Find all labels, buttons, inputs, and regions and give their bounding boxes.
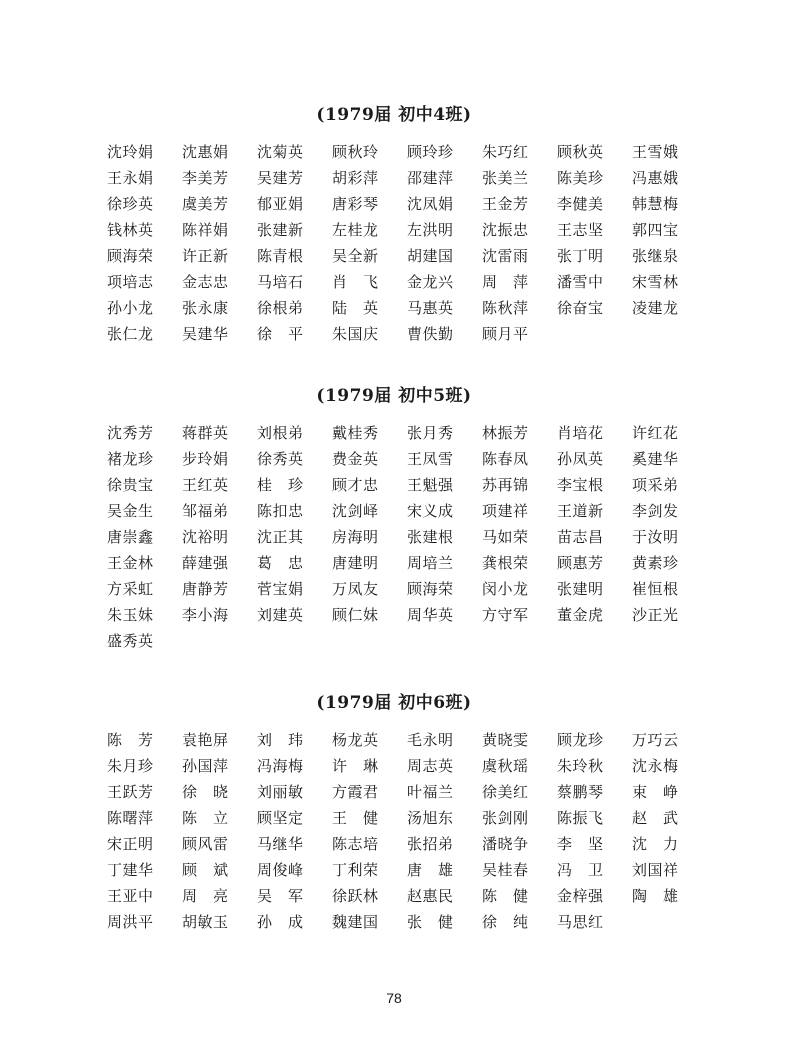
student-name: 孙凤英 xyxy=(557,450,603,468)
student-name: 马继华 xyxy=(257,835,303,853)
student-name: 曹佚勤 xyxy=(407,325,453,343)
student-name: 顾仁妹 xyxy=(332,606,378,624)
student-name: 沈凤娟 xyxy=(407,195,453,213)
student-name: 唐 雄 xyxy=(407,861,453,879)
student-name: 张招弟 xyxy=(407,835,453,853)
student-name: 袁艳屏 xyxy=(182,731,228,749)
student-name: 蔡鹏琴 xyxy=(557,783,603,801)
student-name: 菅宝娟 xyxy=(257,580,303,598)
student-name: 虞美芳 xyxy=(182,195,228,213)
student-name: 马培石 xyxy=(257,273,303,291)
student-name: 唐静芳 xyxy=(182,580,228,598)
student-name: 宋义成 xyxy=(407,502,453,520)
student-name: 吴金生 xyxy=(107,502,153,520)
student-name: 周华英 xyxy=(407,606,453,624)
student-name: 徐跃林 xyxy=(332,887,378,905)
student-name: 赵惠民 xyxy=(407,887,453,905)
student-name: 胡建国 xyxy=(407,247,453,265)
student-name: 陶 雄 xyxy=(632,887,678,905)
student-name: 虞秋瑶 xyxy=(482,757,528,775)
student-name: 唐崇鑫 xyxy=(107,528,153,546)
student-name: 沈裕明 xyxy=(182,528,228,546)
student-name: 张继泉 xyxy=(632,247,678,265)
student-name: 盛秀英 xyxy=(107,632,153,650)
student-name: 许正新 xyxy=(182,247,228,265)
student-name: 陈秋萍 xyxy=(482,299,528,317)
student-name: 李健美 xyxy=(557,195,603,213)
student-name: 朱玉妹 xyxy=(107,606,153,624)
student-name: 王凤雪 xyxy=(407,450,453,468)
student-name: 邹福弟 xyxy=(182,502,228,520)
student-name: 凌建龙 xyxy=(632,299,678,317)
student-name: 徐秀英 xyxy=(257,450,303,468)
student-name: 王红英 xyxy=(182,476,228,494)
name-list-class-4 xyxy=(107,139,707,347)
student-name: 沙正光 xyxy=(632,606,678,624)
student-name: 黄晓雯 xyxy=(482,731,528,749)
student-name: 吴桂春 xyxy=(482,861,528,879)
student-name: 吴全新 xyxy=(332,247,378,265)
student-name: 徐珍英 xyxy=(107,195,153,213)
student-name: 沈永梅 xyxy=(632,757,678,775)
student-name: 陈振飞 xyxy=(557,809,603,827)
student-name: 沈秀芳 xyxy=(107,424,153,442)
student-name: 李宝根 xyxy=(557,476,603,494)
student-name: 郭四宝 xyxy=(632,221,678,239)
section-title-class-6: (1979届 初中6班) xyxy=(316,693,472,713)
student-name: 陈扣忠 xyxy=(257,502,303,520)
student-name: 左洪明 xyxy=(407,221,453,239)
student-name: 张建根 xyxy=(407,528,453,546)
student-name: 王雪娥 xyxy=(632,143,678,161)
student-name: 沈惠娟 xyxy=(182,143,228,161)
student-name: 顾海荣 xyxy=(407,580,453,598)
name-list-class-5 xyxy=(107,420,707,654)
student-name: 韩慧梅 xyxy=(632,195,678,213)
student-name: 陈春凤 xyxy=(482,450,528,468)
student-name: 项采弟 xyxy=(632,476,678,494)
student-name: 费金英 xyxy=(332,450,378,468)
student-name: 陈曙萍 xyxy=(107,809,153,827)
student-name: 顾月平 xyxy=(482,325,528,343)
student-name: 朱巧红 xyxy=(482,143,528,161)
student-name: 徐 纯 xyxy=(482,913,528,931)
student-name: 毛永明 xyxy=(407,731,453,749)
student-name: 王金芳 xyxy=(482,195,528,213)
student-name: 沈玲娟 xyxy=(107,143,153,161)
student-name: 于汝明 xyxy=(632,528,678,546)
student-name: 胡彩萍 xyxy=(332,169,378,187)
student-name: 李美芳 xyxy=(182,169,228,187)
student-name: 陈志培 xyxy=(332,835,378,853)
student-name: 闵小龙 xyxy=(482,580,528,598)
student-name: 顾龙珍 xyxy=(557,731,603,749)
student-name: 刘建英 xyxy=(257,606,303,624)
student-name: 宋雪林 xyxy=(632,273,678,291)
student-name: 唐彩琴 xyxy=(332,195,378,213)
student-name: 沈正其 xyxy=(257,528,303,546)
student-name: 刘国祥 xyxy=(632,861,678,879)
student-name: 王金林 xyxy=(107,554,153,572)
student-name: 马如荣 xyxy=(482,528,528,546)
student-name: 马思红 xyxy=(557,913,603,931)
student-name: 金志忠 xyxy=(182,273,228,291)
student-name: 张建明 xyxy=(557,580,603,598)
student-name: 顾才忠 xyxy=(332,476,378,494)
student-name: 徐美红 xyxy=(482,783,528,801)
student-name: 王永娟 xyxy=(107,169,153,187)
student-name: 戴桂秀 xyxy=(332,424,378,442)
student-name: 冯 卫 xyxy=(557,861,603,879)
student-name: 桂 珍 xyxy=(257,476,303,494)
student-name: 郁亚娟 xyxy=(257,195,303,213)
student-name: 葛 忠 xyxy=(257,554,303,572)
student-name: 钱林英 xyxy=(107,221,153,239)
student-name: 金梓强 xyxy=(557,887,603,905)
student-name: 步玲娟 xyxy=(182,450,228,468)
student-name: 张月秀 xyxy=(407,424,453,442)
student-name: 束 峥 xyxy=(632,783,678,801)
student-name: 陈 健 xyxy=(482,887,528,905)
student-name: 沈雷雨 xyxy=(482,247,528,265)
student-name: 顾 斌 xyxy=(182,861,228,879)
student-name: 方守军 xyxy=(482,606,528,624)
student-name: 项培志 xyxy=(107,273,153,291)
student-name: 朱国庆 xyxy=(332,325,378,343)
student-name: 顾风雷 xyxy=(182,835,228,853)
student-name: 陈 立 xyxy=(182,809,228,827)
student-name: 苗志昌 xyxy=(557,528,603,546)
student-name: 张 健 xyxy=(407,913,453,931)
student-name: 蒋群英 xyxy=(182,424,228,442)
section-title-class-4: (1979届 初中4班) xyxy=(316,105,472,125)
student-name: 苏再锦 xyxy=(482,476,528,494)
student-name: 刘根弟 xyxy=(257,424,303,442)
student-name: 王 健 xyxy=(332,809,378,827)
student-name: 周洪平 xyxy=(107,913,153,931)
student-name: 丁利荣 xyxy=(332,861,378,879)
student-name: 顾海荣 xyxy=(107,247,153,265)
student-name: 万凤友 xyxy=(332,580,378,598)
student-name: 丁建华 xyxy=(107,861,153,879)
student-name: 崔恒根 xyxy=(632,580,678,598)
student-name: 叶福兰 xyxy=(407,783,453,801)
student-name: 许 琳 xyxy=(332,757,378,775)
student-name: 徐贵宝 xyxy=(107,476,153,494)
student-name: 沈剑峄 xyxy=(332,502,378,520)
student-name: 龚根荣 xyxy=(482,554,528,572)
student-name: 徐 平 xyxy=(257,325,303,343)
student-name: 赵 武 xyxy=(632,809,678,827)
student-name: 王道新 xyxy=(557,502,603,520)
student-name: 黄素珍 xyxy=(632,554,678,572)
student-name: 奚建华 xyxy=(632,450,678,468)
student-name: 魏建国 xyxy=(332,913,378,931)
student-name: 董金虎 xyxy=(557,606,603,624)
student-name: 周 亮 xyxy=(182,887,228,905)
student-name: 周志英 xyxy=(407,757,453,775)
student-name: 周 萍 xyxy=(482,273,528,291)
student-name: 肖培花 xyxy=(557,424,603,442)
student-name: 孙国萍 xyxy=(182,757,228,775)
student-name: 陈青根 xyxy=(257,247,303,265)
student-name: 刘丽敏 xyxy=(257,783,303,801)
student-name: 周培兰 xyxy=(407,554,453,572)
student-name: 冯惠娥 xyxy=(632,169,678,187)
student-name: 刘 玮 xyxy=(257,731,303,749)
student-name: 宋正明 xyxy=(107,835,153,853)
student-name: 汤旭东 xyxy=(407,809,453,827)
student-name: 唐建明 xyxy=(332,554,378,572)
section-title-class-5: (1979届 初中5班) xyxy=(316,386,472,406)
student-name: 陈祥娟 xyxy=(182,221,228,239)
student-name: 潘雪中 xyxy=(557,273,603,291)
student-name: 冯海梅 xyxy=(257,757,303,775)
student-name: 沈 力 xyxy=(632,835,678,853)
student-name: 孙 成 xyxy=(257,913,303,931)
student-name: 徐 晓 xyxy=(182,783,228,801)
student-name: 王跃芳 xyxy=(107,783,153,801)
student-name: 朱月珍 xyxy=(107,757,153,775)
student-name: 林振芳 xyxy=(482,424,528,442)
student-name: 房海明 xyxy=(332,528,378,546)
student-name: 张永康 xyxy=(182,299,228,317)
student-name: 李 坚 xyxy=(557,835,603,853)
student-name: 李剑发 xyxy=(632,502,678,520)
student-name: 顾坚定 xyxy=(257,809,303,827)
student-name: 薛建强 xyxy=(182,554,228,572)
student-name: 顾惠芳 xyxy=(557,554,603,572)
student-name: 陈 芳 xyxy=(107,731,153,749)
student-name: 沈菊英 xyxy=(257,143,303,161)
student-name: 顾秋英 xyxy=(557,143,603,161)
student-name: 周俊峰 xyxy=(257,861,303,879)
student-name: 万巧云 xyxy=(632,731,678,749)
student-name: 潘晓争 xyxy=(482,835,528,853)
student-name: 沈振忠 xyxy=(482,221,528,239)
student-name: 王魁强 xyxy=(407,476,453,494)
student-name: 王亚中 xyxy=(107,887,153,905)
student-name: 项建祥 xyxy=(482,502,528,520)
student-name: 胡敏玉 xyxy=(182,913,228,931)
student-name: 王志坚 xyxy=(557,221,603,239)
student-name: 陈美珍 xyxy=(557,169,603,187)
student-name: 吴建华 xyxy=(182,325,228,343)
student-name: 金龙兴 xyxy=(407,273,453,291)
student-name: 吴 军 xyxy=(257,887,303,905)
student-name: 肖 飞 xyxy=(332,273,378,291)
student-name: 方采虹 xyxy=(107,580,153,598)
student-name: 徐奋宝 xyxy=(557,299,603,317)
student-name: 许红花 xyxy=(632,424,678,442)
student-name: 邵建萍 xyxy=(407,169,453,187)
student-name: 张美兰 xyxy=(482,169,528,187)
student-name: 徐根弟 xyxy=(257,299,303,317)
student-name: 马惠英 xyxy=(407,299,453,317)
student-name: 李小海 xyxy=(182,606,228,624)
page-number: 78 xyxy=(386,990,402,1006)
student-name: 张剑刚 xyxy=(482,809,528,827)
student-name: 左桂龙 xyxy=(332,221,378,239)
student-name: 张丁明 xyxy=(557,247,603,265)
name-list-class-6 xyxy=(107,727,707,935)
student-name: 张建新 xyxy=(257,221,303,239)
student-name: 孙小龙 xyxy=(107,299,153,317)
student-name: 张仁龙 xyxy=(107,325,153,343)
student-name: 吴建芳 xyxy=(257,169,303,187)
student-name: 杨龙英 xyxy=(332,731,378,749)
student-name: 顾玲珍 xyxy=(407,143,453,161)
student-name: 顾秋玲 xyxy=(332,143,378,161)
student-name: 褚龙珍 xyxy=(107,450,153,468)
student-name: 陆 英 xyxy=(332,299,378,317)
student-name: 朱玲秋 xyxy=(557,757,603,775)
student-name: 方霞君 xyxy=(332,783,378,801)
